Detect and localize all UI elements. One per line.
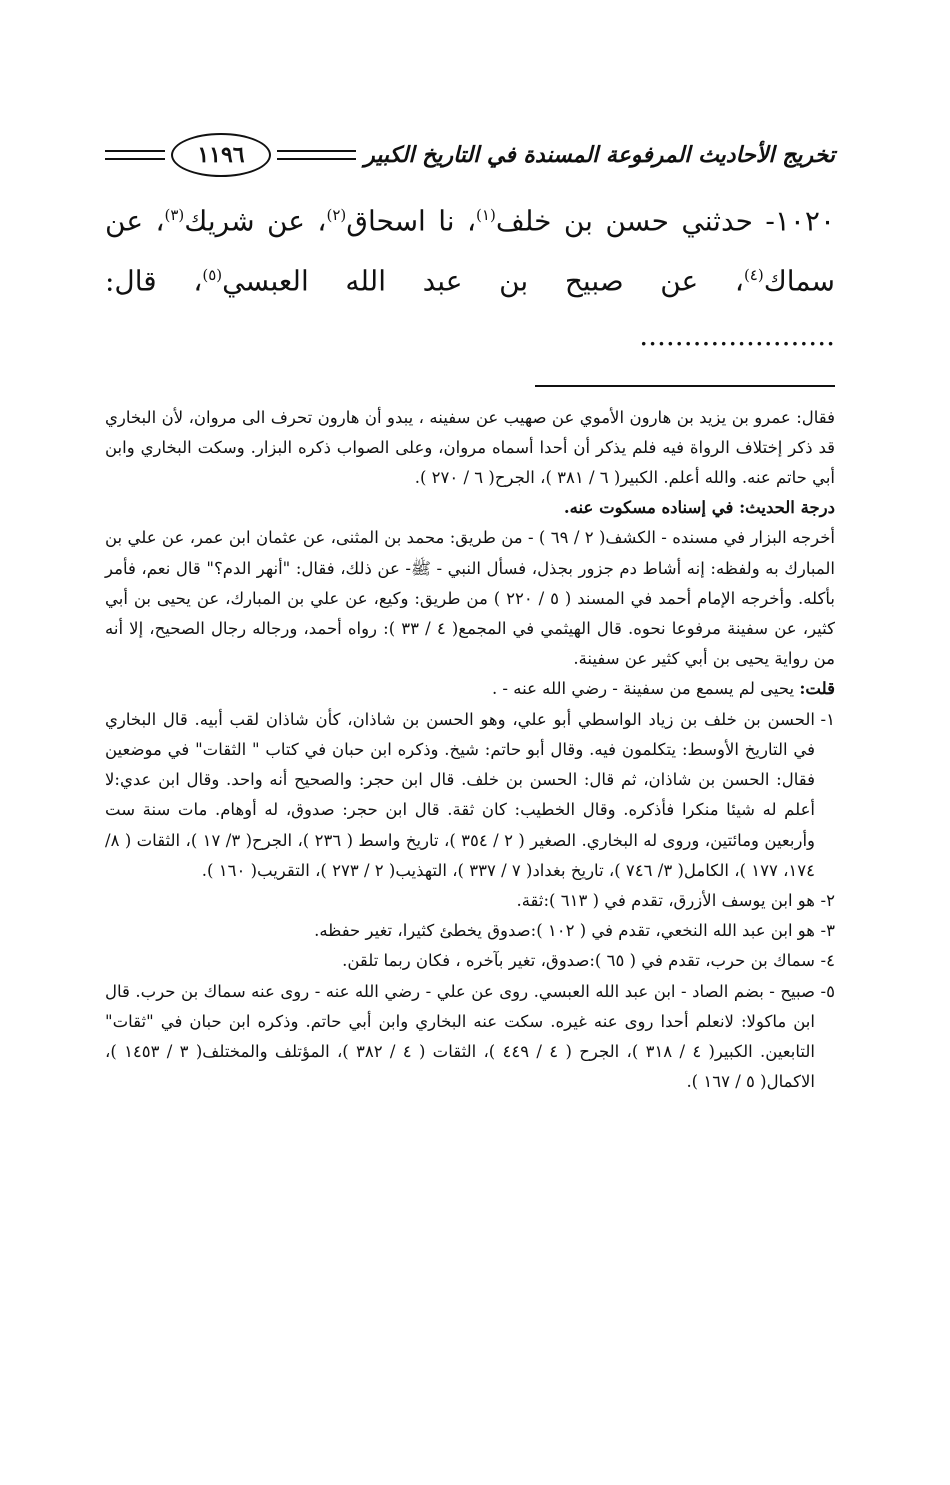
footnote-text: الحسن بن خلف بن زياد الواسطي أبو علي، وهو الحسن بن شاذان، كأن شاذان لقب أبيه. قال البخاري في التاريخ الأوسط: يتكلمون فيه. وقال أبو حاتم: شيخ. وذكره ابن حبان في كتاب " الثقات" في موضعين فقال: الحسن بن شاذان، ثم قال: الحسن بن خلف. قال ابن حجر: والصحيح أنه واحد. وقال ابن عدي:لا أعلم له شيئا منكرا فأذكره. وقال الخطيب: كان ثقة. قال ابن حجر: صدوق، له أوهام. مات سنة ست وأربعين ومائتين، وروى له البخاري. الصغير ( ٢ / ٣٥٤ )، تاريخ واسط ( ٢٣٦ )، الجرح( ٣/ ١٧ )، الثقات ( ٨/ ١٧٤، ١٧٧ )، الكامل( ٣/ ٧٤٦ )، تاريخ بغداد( ٧ / ٣٣٧ )، التهذيب( ٢ / ٢٧٣ )، التقريب( ١٦٠ ). — [105, 709, 816, 880]
footnote-3 — [105, 916, 835, 946]
footnote-2 — [105, 886, 835, 916]
running-title: تخريج الأحاديث المرفوعة المسندة في التاريخ الكبير — [364, 142, 835, 168]
footnote-number: ١- — [820, 709, 835, 729]
footnote-number: ٥- — [820, 981, 835, 1001]
hadith-number: ١٠٢٠ — [774, 204, 835, 238]
footnote-ref[interactable]: (٤) — [743, 266, 764, 285]
footnote-4 — [105, 946, 835, 976]
hadith-segment: ، قال: ...................... — [105, 264, 835, 352]
hadith-segment: - حدثني حسن بن خلف — [495, 204, 775, 238]
hadith-segment: ، عن شريك — [184, 204, 327, 238]
header-rule-left — [105, 150, 165, 160]
hadith-segment: ، عن سماك — [105, 204, 835, 298]
footnote-5 — [105, 977, 835, 1098]
footnote-number: ٣- — [820, 921, 835, 941]
header-rule-middle — [277, 150, 356, 160]
book-page — [105, 128, 835, 1097]
hadith-segment: ، عن صبيح بن عبد الله العبسي — [222, 264, 744, 298]
footnote-text: هو ابن يوسف الأزرق، تقدم في ( ٦١٣ ):ثقة. — [516, 890, 815, 910]
footnote-text: صبيح - بضم الصاد - ابن عبد الله العبسي. روى عن علي - رضي الله عنه - روى عنه سماك بن حرب. قال ابن ماكولا: لانعلم أحدا روى عنه غيره. سكت عنه البخاري وابن أبي حاتم. وذكره ابن حبان في "ثقات" التابعين. الكبير( ٤ / ٣١٨ )، الجرح ( ٤ / ٤٤٩ )، الثقات ( ٤ / ٣٨٢ )، المؤتلف والمختلف( ٣ / ١٤٥٣ )، الاكمال( ٥ / ١٦٧ ). — [105, 981, 815, 1092]
footnote-ref[interactable]: (١) — [476, 206, 496, 224]
footnote-text: هو ابن عبد الله النخعي، تقدم في ( ١٠٢ ):صدوق يخطئ كثيرا، تغير حفظه. — [314, 921, 815, 941]
footnote-number: ٤- — [820, 951, 835, 971]
qult-note — [105, 674, 835, 704]
footnote-ref[interactable]: (٣) — [164, 206, 185, 224]
footnote-ref[interactable]: (٥) — [202, 266, 223, 285]
takhrij-note: أخرجه البزار في مسنده - الكشف( ٢ / ٦٩ ) - من طريق: محمد بن المثنى، عن عثمان ابن عمر، عن علي بن المبارك به ولفظه: إنه أشاط دم جزور بجذل، فسأل النبي - ﷺ- عن ذلك، فقال: "أنهر الدم؟" قال نعم، فأمر بأكله. وأخرجه الإمام أحمد في المسند ( ٥ / ٢٢٠ ) من طريق: وكيع، عن علي بن المبارك، عن يحيى بن أبي كثير، عن سفينة مرفوعا نحوه. قال الهيثمي في المجمع( ٤ / ٣٣ ): رواه أحمد، ورجاله رجال الصحيح، إلا أنه من رواية يحيى بن أبي كثير عن سفينة. — [105, 528, 835, 669]
carry-over-note: فقال: عمرو بن يزيد بن هارون الأموي عن صهيب عن سفينه ، يبدو أن هارون تحرف الى مروان، لأن البخاري قد ذكر إختلاف الرواة فيه فلم يذكر أن أحدا أسماه مروان، وعلى الصواب ذكره البزار. وسكت البخاري وابن أبي حاتم عنه. والله أعلم. الكبير( ٦ / ٣٨١ )، الجرح( ٦ / ٢٧٠ ). — [105, 407, 835, 488]
footnote-text: سماك بن حرب، تقدم في ( ٦٥ ):صدوق، تغير بآخره ، فكان ربما تلقن. — [342, 951, 815, 971]
page-number-badge: ١١٩٦ — [171, 133, 271, 177]
hadith-segment: ، نا اسحاق — [346, 204, 477, 238]
qult-label: قلت: — [799, 679, 835, 699]
footnote-number: ٢- — [820, 890, 835, 910]
footnotes-area — [105, 403, 835, 1098]
footnote-1 — [105, 705, 835, 886]
page-header — [105, 128, 835, 182]
hadith-text — [105, 188, 835, 363]
hadith-grade: درجة الحديث: في إسناده مسكوت عنه. — [563, 498, 835, 518]
qult-text: يحيى لم يسمع من سفينة - رضي الله عنه - . — [491, 679, 800, 699]
footnote-separator — [535, 385, 835, 387]
footnote-ref[interactable]: (٢) — [326, 206, 347, 224]
